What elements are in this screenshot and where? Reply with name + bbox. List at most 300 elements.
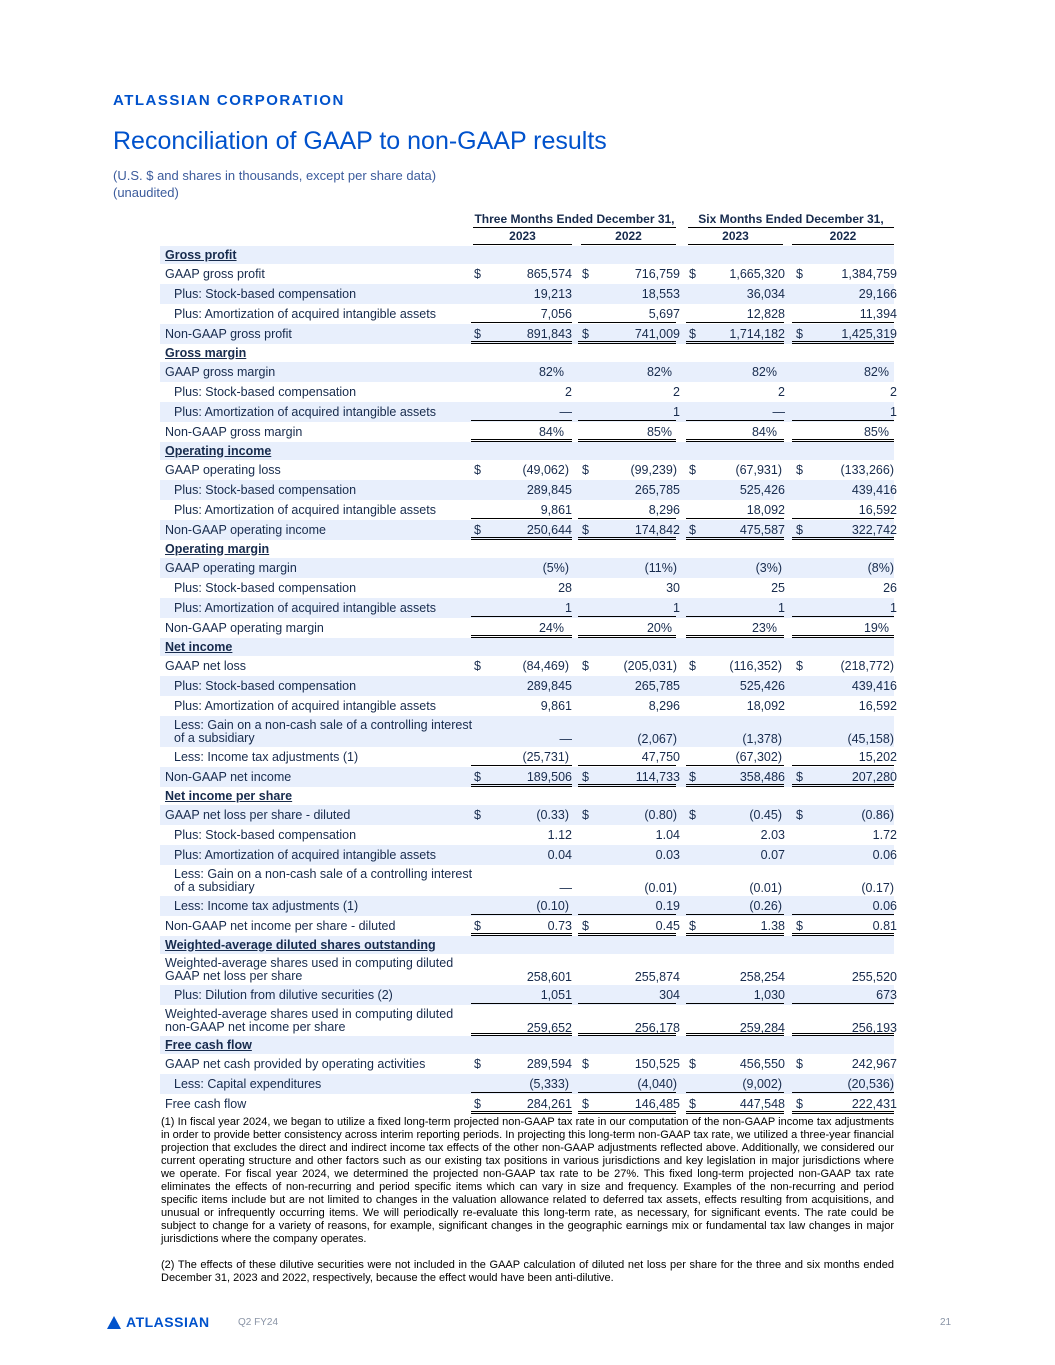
subtotal-underline	[686, 1092, 784, 1093]
table-row	[160, 716, 894, 747]
total-underline	[471, 1111, 572, 1114]
table-cell: 265,785	[634, 483, 680, 497]
row-label: Free cash flow	[165, 1096, 247, 1111]
row-label: Less: Gain on a non-cash sale of a controlling interest of a subsidiary	[174, 718, 473, 745]
section-header: Operating margin	[165, 541, 270, 556]
table-cell: (4,040)	[637, 1077, 677, 1091]
table-row	[160, 520, 897, 540]
section-header-row	[160, 787, 894, 805]
row-label: Plus: Dilution from dilutive securities (2)	[174, 987, 393, 1002]
table-row	[160, 500, 897, 520]
table-cell: 20%	[646, 621, 672, 635]
footnote-1: (1) In fiscal year 2024, we began to utilize a fixed long-term projected non-GAAP tax rate in our computation of the non-GAAP income tax adjustments in order to provide better consistency across interim reporting periods. In projecting this long-term non-GAAP tax rate, we utilized a three-year financial projection that excludes the direct and indirect income tax effects of the other non-GAAP adjustments reflected above. Additionally, we considered our current operating structure and other factors such as our existing tax positions in various jurisdictions and key legislation in major jurisdictions where we operate. For fiscal year 2024, we determined the projected non-GAAP tax rate to be 27%. This fixed long-term projected non-GAAP tax rate eliminates the effects of non-recurring and period specific items which can vary in size and frequency. Examples of the non-recurring and period specific items include but are not limited to changes in the valuation allowance related to deferred tax assets, effects resulting from acquisitions, and unusual or infrequently occurring items. We will periodically re-evaluate this long-term rate, as necessary, for significant events. The rate could be subject to change for a variety of reasons, for example, significant changes in the geographic earnings mix or fundamental tax law changes in major jurisdictions where the company operates.	[161, 1116, 894, 1245]
table-cell: 439,416	[851, 483, 897, 497]
table-cell: 741,009	[634, 327, 680, 341]
currency-symbol: $	[689, 659, 696, 673]
row-label: Plus: Stock-based compensation	[174, 384, 357, 399]
subtotal-underline	[471, 1092, 572, 1093]
table-cell: 207,280	[851, 770, 897, 784]
table-cell: 525,426	[739, 483, 785, 497]
table-cell: 0.03	[655, 848, 680, 862]
table-row	[160, 304, 897, 324]
table-cell: 255,874	[634, 970, 680, 984]
table-row	[160, 896, 897, 916]
table-row	[160, 324, 897, 344]
table-cell: 2	[778, 385, 785, 399]
page-title: Reconciliation of GAAP to non-GAAP results	[113, 127, 607, 155]
currency-symbol: $	[689, 267, 696, 281]
table-cell: 18,092	[746, 699, 785, 713]
logo-text: ATLASSIAN	[126, 1314, 210, 1330]
currency-symbol: $	[582, 770, 589, 784]
row-label: Plus: Amortization of acquired intangible assets	[174, 698, 436, 713]
table-cell: 82%	[863, 365, 889, 379]
table-cell: (3%)	[755, 561, 782, 575]
table-row	[160, 422, 894, 442]
table-cell: 1,051	[540, 988, 572, 1002]
table-cell: 2.03	[760, 828, 785, 842]
table-cell: (0.01)	[644, 881, 677, 895]
table-cell: 259,284	[739, 1021, 785, 1035]
table-cell: 1	[673, 601, 680, 615]
row-label: Plus: Stock-based compensation	[174, 482, 357, 497]
table-cell: 16,592	[858, 699, 897, 713]
subtotal-underline	[471, 518, 572, 519]
page-number: 21	[940, 1317, 952, 1328]
row-label: GAAP net loss per share - diluted	[165, 807, 351, 822]
section-header-row	[160, 344, 894, 362]
currency-symbol: $	[582, 463, 589, 477]
currency-symbol: $	[796, 1057, 803, 1071]
table-cell: 250,644	[526, 523, 572, 537]
section-header-row	[160, 442, 894, 460]
table-row	[160, 747, 897, 767]
table-cell: 304	[659, 988, 680, 1002]
currency-symbol: $	[582, 1097, 589, 1111]
row-label: Less: Capital expenditures	[174, 1076, 322, 1091]
table-cell: 1.04	[655, 828, 680, 842]
company-name: ATLASSIAN CORPORATION	[113, 92, 345, 109]
subtotal-underline	[792, 420, 894, 421]
table-row	[160, 618, 894, 638]
table-cell: 265,785	[634, 679, 680, 693]
table-cell: 258,601	[526, 970, 572, 984]
table-cell: 259,652	[526, 1021, 572, 1035]
table-cell: 256,178	[634, 1021, 680, 1035]
table-cell: 322,742	[851, 523, 897, 537]
subtitle-unaudited: (unaudited)	[113, 185, 179, 200]
table-cell: 85%	[863, 425, 889, 439]
table-cell: 84%	[538, 425, 564, 439]
row-label: Plus: Stock-based compensation	[174, 286, 357, 301]
table-row	[160, 480, 897, 500]
table-cell: (5%)	[542, 561, 569, 575]
table-cell: 284,261	[526, 1097, 572, 1111]
currency-symbol: $	[474, 919, 481, 933]
currency-symbol: $	[474, 523, 481, 537]
row-label: GAAP gross profit	[165, 266, 265, 281]
atlassian-logo	[107, 1314, 210, 1330]
row-label: GAAP gross margin	[165, 364, 276, 379]
section-header: Operating income	[165, 443, 272, 458]
row-label: Non-GAAP net income	[165, 769, 292, 784]
table-cell: (25,731)	[522, 750, 569, 764]
section-header: Gross profit	[165, 247, 237, 262]
table-cell: 439,416	[851, 679, 897, 693]
currency-symbol: $	[796, 919, 803, 933]
subtotal-underline	[578, 1092, 676, 1093]
table-cell: (49,062)	[522, 463, 569, 477]
currency-symbol: $	[689, 327, 696, 341]
table-cell: 1,425,319	[841, 327, 897, 341]
row-label: Non-GAAP operating income	[165, 522, 326, 537]
subtotal-underline	[471, 1003, 572, 1004]
table-cell: 0.73	[547, 919, 572, 933]
table-cell: 8,296	[648, 699, 680, 713]
atlassian-logo-icon	[107, 1316, 121, 1329]
table-cell: 23%	[751, 621, 777, 635]
subtotal-underline	[471, 914, 572, 915]
table-row	[160, 1094, 897, 1114]
subtotal-underline	[686, 914, 784, 915]
currency-symbol: $	[689, 919, 696, 933]
currency-symbol: $	[582, 659, 589, 673]
section-header: Net income	[165, 639, 233, 654]
table-cell: (218,772)	[840, 659, 894, 673]
table-cell: (0.10)	[536, 899, 569, 913]
table-cell: 189,506	[526, 770, 572, 784]
total-underline	[578, 1111, 676, 1114]
table-cell: 289,845	[526, 679, 572, 693]
section-header-row	[160, 638, 894, 656]
row-label: Non-GAAP net income per share - diluted	[165, 918, 396, 933]
table-cell: 475,587	[739, 523, 785, 537]
table-row	[160, 460, 894, 480]
subtotal-underline	[792, 765, 894, 766]
table-cell: 29,166	[858, 287, 897, 301]
row-label: Plus: Amortization of acquired intangible assets	[174, 306, 436, 321]
table-cell: (5,333)	[529, 1077, 569, 1091]
table-cell: (1,378)	[742, 732, 782, 746]
table-row	[160, 264, 897, 284]
section-header-row	[160, 540, 894, 558]
table-cell: 15,202	[858, 750, 897, 764]
year-header: 2023	[688, 229, 783, 245]
table-cell: —	[559, 732, 572, 746]
table-cell: 1,714,182	[729, 327, 785, 341]
table-cell: 174,842	[634, 523, 680, 537]
table-row	[160, 284, 897, 304]
table-cell: 11,394	[859, 307, 897, 321]
table-cell: (0.17)	[861, 881, 894, 895]
table-cell: 25	[771, 581, 785, 595]
table-cell: 9,861	[540, 699, 572, 713]
table-cell: 16,592	[858, 503, 897, 517]
row-label: Plus: Amortization of acquired intangible assets	[174, 502, 436, 517]
subtotal-underline	[792, 1003, 894, 1004]
subtotal-underline	[686, 322, 784, 323]
table-cell: 28	[558, 581, 572, 595]
table-cell: 1	[890, 601, 897, 615]
table-cell: (45,158)	[847, 732, 894, 746]
total-underline	[792, 1111, 894, 1114]
table-row	[160, 1054, 897, 1074]
table-cell: —	[559, 881, 572, 895]
table-cell: (11%)	[644, 561, 677, 575]
row-label: Weighted-average shares used in computing diluted non-GAAP net income per share	[165, 1007, 454, 1034]
table-cell: 358,486	[739, 770, 785, 784]
subtotal-underline	[686, 616, 784, 617]
table-cell: 289,845	[526, 483, 572, 497]
currency-symbol: $	[582, 808, 589, 822]
table-cell: (0.45)	[749, 808, 782, 822]
row-label: Plus: Stock-based compensation	[174, 580, 357, 595]
table-cell: 456,550	[739, 1057, 785, 1071]
currency-symbol: $	[474, 463, 481, 477]
table-row	[160, 362, 894, 382]
subtotal-underline	[686, 518, 784, 519]
table-cell: 19%	[863, 621, 889, 635]
table-cell: 26	[883, 581, 897, 595]
table-cell: 1	[673, 405, 680, 419]
currency-symbol: $	[796, 770, 803, 784]
currency-symbol: $	[796, 267, 803, 281]
currency-symbol: $	[689, 1097, 696, 1111]
table-cell: (2,067)	[637, 732, 677, 746]
row-label: Plus: Amortization of acquired intangible assets	[174, 847, 436, 862]
table-cell: 2	[890, 385, 897, 399]
row-label: Non-GAAP operating margin	[165, 620, 324, 635]
table-cell: 12,828	[746, 307, 785, 321]
table-row	[160, 954, 897, 985]
row-label: Plus: Stock-based compensation	[174, 827, 357, 842]
subtotal-underline	[471, 765, 572, 766]
table-cell: 2	[673, 385, 680, 399]
subtotal-underline	[792, 914, 894, 915]
row-label: GAAP operating margin	[165, 560, 297, 575]
table-row	[160, 767, 897, 787]
currency-symbol: $	[474, 770, 481, 784]
subtotal-underline	[578, 1003, 676, 1004]
subtotal-underline	[792, 322, 894, 323]
table-cell: (20,536)	[847, 1077, 894, 1091]
currency-symbol: $	[474, 267, 481, 281]
table-cell: 673	[876, 988, 897, 1002]
currency-symbol: $	[474, 1057, 481, 1071]
currency-symbol: $	[689, 463, 696, 477]
currency-symbol: $	[474, 808, 481, 822]
table-cell: 1	[890, 405, 897, 419]
year-header: 2023	[473, 229, 572, 245]
currency-symbol: $	[582, 327, 589, 341]
section-header-row	[160, 246, 894, 264]
table-cell: (0.80)	[644, 808, 677, 822]
table-row	[160, 402, 897, 422]
currency-symbol: $	[796, 327, 803, 341]
table-cell: 0.06	[872, 848, 897, 862]
table-row	[160, 1005, 897, 1036]
row-label: Plus: Amortization of acquired intangible assets	[174, 404, 436, 419]
subtotal-underline	[578, 914, 676, 915]
currency-symbol: $	[582, 1057, 589, 1071]
table-cell: 242,967	[851, 1057, 897, 1071]
subtitle	[113, 167, 436, 201]
currency-symbol: $	[689, 1057, 696, 1071]
group-header-three-months: Three Months Ended December 31,	[474, 212, 675, 226]
total-underline	[686, 1111, 784, 1114]
table-cell: 5,697	[648, 307, 680, 321]
table-row	[160, 985, 897, 1005]
subtotal-underline	[792, 616, 894, 617]
table-row	[160, 696, 897, 716]
subtotal-underline	[686, 420, 784, 421]
section-header: Weighted-average diluted shares outstanding	[165, 937, 436, 952]
table-cell: (67,302)	[735, 750, 782, 764]
table-row	[160, 845, 897, 865]
table-cell: 716,759	[634, 267, 680, 281]
table-cell: 1.72	[872, 828, 897, 842]
section-header: Net income per share	[165, 788, 293, 803]
subtotal-underline	[578, 322, 676, 323]
subtotal-underline	[686, 1003, 784, 1004]
table-cell: 82%	[751, 365, 777, 379]
table-cell: (0.26)	[749, 899, 782, 913]
table-cell: 289,594	[526, 1057, 572, 1071]
table-cell: 150,525	[634, 1057, 680, 1071]
table-row	[160, 916, 897, 936]
subtotal-underline	[471, 616, 572, 617]
currency-symbol: $	[796, 1097, 803, 1111]
table-cell: (8%)	[867, 561, 894, 575]
table-cell: 30	[666, 581, 680, 595]
table-cell: 0.07	[760, 848, 785, 862]
table-cell: 1.12	[547, 828, 572, 842]
section-header-row	[160, 1036, 894, 1054]
table-cell: 9,861	[540, 503, 572, 517]
table-row	[160, 1074, 894, 1094]
table-cell: 82%	[538, 365, 564, 379]
table-row	[160, 865, 894, 896]
table-cell: 0.04	[547, 848, 572, 862]
row-label: Less: Gain on a non-cash sale of a controlling interest of a subsidiary	[174, 867, 473, 894]
currency-symbol: $	[474, 659, 481, 673]
table-row	[160, 382, 897, 402]
table-cell: 447,548	[739, 1097, 785, 1111]
subtotal-underline	[792, 518, 894, 519]
subtotal-underline	[578, 616, 676, 617]
table-cell: (0.01)	[749, 881, 782, 895]
subtotal-underline	[471, 322, 572, 323]
table-row	[160, 578, 897, 598]
table-cell: 0.45	[655, 919, 680, 933]
table-cell: 891,843	[526, 327, 572, 341]
table-cell: 18,553	[641, 287, 680, 301]
table-cell: 8,296	[648, 503, 680, 517]
table-cell: 258,254	[739, 970, 785, 984]
currency-symbol: $	[796, 523, 803, 537]
table-cell: (133,266)	[840, 463, 894, 477]
table-cell: (205,031)	[623, 659, 677, 673]
table-row	[160, 598, 897, 618]
table-cell: 82%	[646, 365, 672, 379]
table-cell: 222,431	[851, 1097, 897, 1111]
currency-symbol: $	[796, 463, 803, 477]
group-header-six-months: Six Months Ended December 31,	[688, 212, 894, 228]
row-label: Non-GAAP gross margin	[165, 424, 303, 439]
table-cell: —	[559, 405, 572, 419]
year-header: 2022	[792, 229, 894, 245]
table-cell: 84%	[751, 425, 777, 439]
row-label: Plus: Amortization of acquired intangible assets	[174, 600, 436, 615]
row-label: GAAP net loss	[165, 658, 247, 673]
table-cell: —	[772, 405, 785, 419]
section-header-row	[160, 936, 894, 954]
table-cell: 85%	[646, 425, 672, 439]
subtotal-underline	[578, 518, 676, 519]
currency-symbol: $	[689, 523, 696, 537]
subtotal-underline	[578, 420, 676, 421]
currency-symbol: $	[796, 659, 803, 673]
subtotal-underline	[471, 420, 572, 421]
table-cell: 24%	[538, 621, 564, 635]
currency-symbol: $	[796, 808, 803, 822]
table-row	[160, 656, 894, 676]
table-cell: (84,469)	[522, 659, 569, 673]
table-row	[160, 558, 894, 578]
table-cell: 525,426	[739, 679, 785, 693]
table-cell: 1,030	[753, 988, 785, 1002]
table-cell: 255,520	[851, 970, 897, 984]
table-cell: 0.19	[655, 899, 680, 913]
subtotal-underline	[578, 765, 676, 766]
section-header: Gross margin	[165, 345, 247, 360]
currency-symbol: $	[474, 327, 481, 341]
table-cell: 1.38	[760, 919, 785, 933]
table-cell: 146,485	[634, 1097, 680, 1111]
footnote-2: (2) The effects of these dilutive securities were not included in the GAAP calculation of diluted net loss per share for the three and six months ended December 31, 2023 and 2022, respectively, because the effect would have been anti-dilutive.	[161, 1259, 894, 1284]
table-cell: 47,750	[641, 750, 680, 764]
table-cell: 256,193	[851, 1021, 897, 1035]
table-cell: 865,574	[526, 267, 572, 281]
report-period: Q2 FY24	[238, 1317, 279, 1328]
row-label: Less: Income tax adjustments (1)	[174, 749, 359, 764]
row-label: Non-GAAP gross profit	[165, 326, 292, 341]
table-row	[160, 805, 894, 825]
currency-symbol: $	[474, 1097, 481, 1111]
subtotal-underline	[792, 1092, 894, 1093]
currency-symbol: $	[582, 267, 589, 281]
table-cell: 1	[565, 601, 572, 615]
currency-symbol: $	[689, 808, 696, 822]
table-cell: 1,665,320	[729, 267, 785, 281]
table-row	[160, 825, 897, 845]
subtitle-units: (U.S. $ and shares in thousands, except per share data)	[113, 168, 437, 183]
row-label: GAAP net cash provided by operating activities	[165, 1056, 426, 1071]
table-cell: (0.86)	[861, 808, 894, 822]
table-cell: (99,239)	[630, 463, 677, 477]
table-cell: (67,931)	[735, 463, 782, 477]
row-label: Plus: Stock-based compensation	[174, 678, 357, 693]
table-row	[160, 676, 897, 696]
year-header: 2022	[581, 229, 676, 245]
table-cell: 36,034	[746, 287, 785, 301]
table-cell: 114,733	[635, 770, 680, 784]
table-cell: 2	[565, 385, 572, 399]
table-cell: 0.81	[872, 919, 897, 933]
section-header: Free cash flow	[165, 1037, 252, 1052]
subtotal-underline	[686, 765, 784, 766]
table-cell: (116,352)	[729, 659, 782, 673]
